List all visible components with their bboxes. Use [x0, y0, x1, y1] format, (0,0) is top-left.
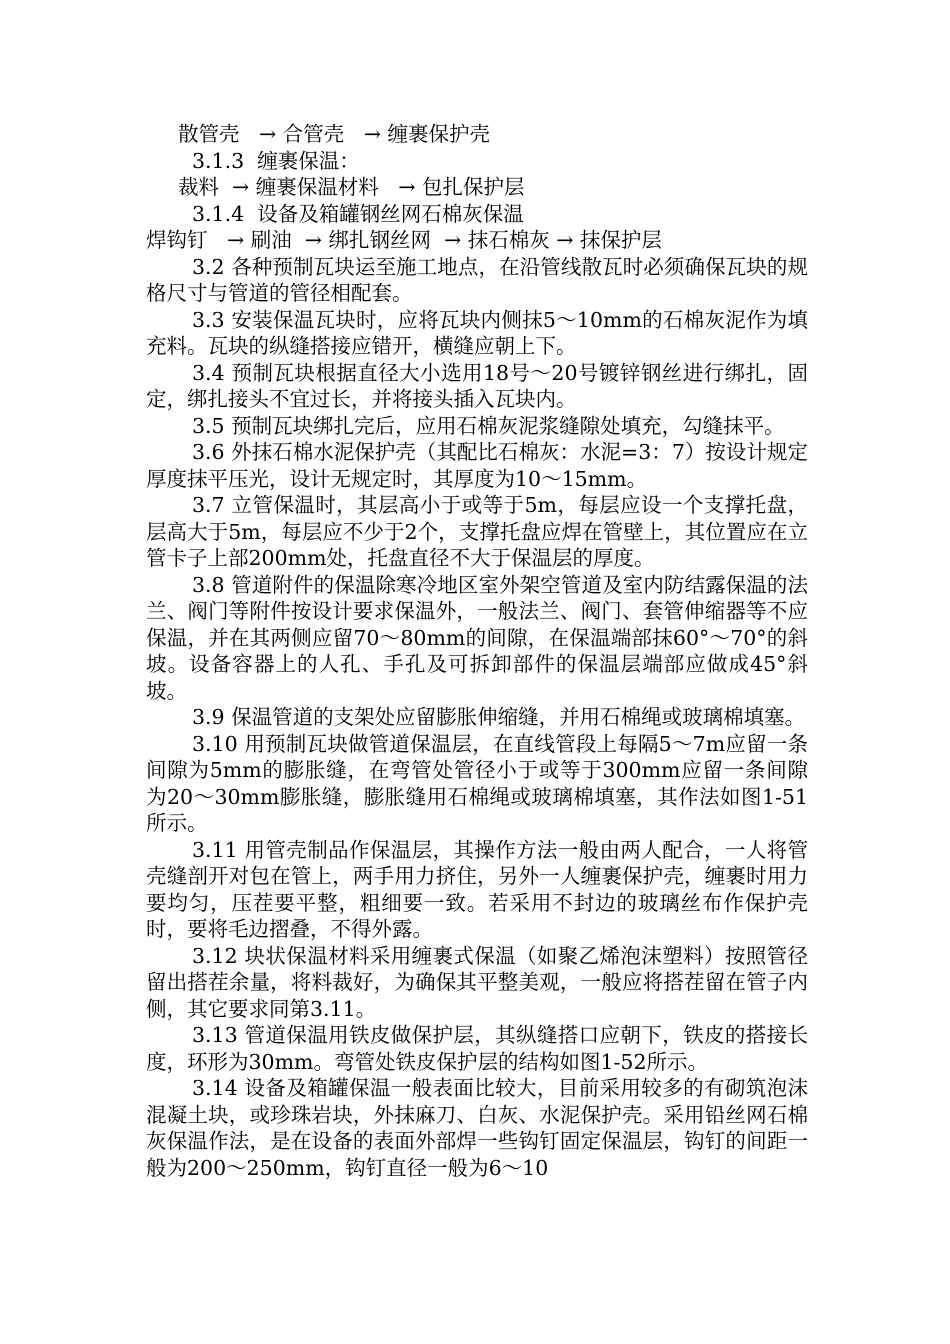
paragraph-3-4: 3.4 预制瓦块根据直径大小选用18号～20号镀锌钢丝进行绑扎，固定，绑扎接头不宜过长，并将接头插入瓦块内。	[146, 360, 808, 411]
paragraph-3-9: 3.9 保温管道的支架处应留膨胀伸缩缝，并用石棉绳或玻璃棉填塞。	[192, 705, 806, 729]
paragraph-3-7: 3.7 立管保温时，其层高小于或等于5m，每层应设一个支撑托盘，层高大于5m，每层应不少于2个，支撑托盘应焊在管壁上，其位置应在立管卡子上部200mm处，托盘直径不大于保温层的厚度。	[146, 493, 808, 570]
paragraph-3-6: 3.6 外抹石棉水泥保护壳（其配比石棉灰：水泥=3：7）按设计规定厚度抹平压光，设计无规定时，其厚度为10～15mm。	[146, 440, 808, 491]
paragraph-3-12: 3.12 块状保温材料采用缠裹式保温（如聚乙烯泡沫塑料）按照管径留出搭茬余量，将料裁好，为确保其平整美观，一般应将搭茬留在管子内侧，其它要求同第3.11。	[146, 943, 808, 1021]
section-heading: 3.1.3 缠裹保温：	[192, 148, 360, 173]
paragraph-3-3: 3.3 安装保温瓦块时，应将瓦块内侧抹5～10mm的石棉灰泥作为填充料。瓦块的纵缝搭接应错开，横缝应朝上下。	[146, 307, 808, 358]
paragraph-3-14: 3.14 设备及箱罐保温一般表面比较大，目前采用较多的有砌筑泡沫混凝土块，或珍珠岩块，外抹麻刀、白灰、水泥保护壳。采用铅丝网石棉灰保温作法，是在设备的表面外部焊一些钩钉固定保温层，钩钉的间距一般为200～250mm，钩钉直径一般为6～10	[146, 1076, 808, 1180]
paragraph-3-5: 3.5 预制瓦块绑扎完后，应用石棉灰泥浆缝隙处填充，勾缝抹平。	[192, 413, 785, 438]
section-heading: 3.1.4 设备及箱罐钢丝网石棉灰保温	[192, 201, 524, 226]
process-flow-line: 裁料 → 缠裹保温材料 → 包扎保护层	[178, 175, 525, 199]
paragraph-3-11: 3.11 用管壳制品作保温层，其操作方法一般由两人配合，一人将管壳缝剖开对包在管上，两手用力挤住，另外一人缠裹保护壳，缠裹时用力要均匀，压茬要平整，粗细要一致。若采用不封边的玻璃丝布作保护壳时，要将毛边摺叠，不得外露。	[146, 837, 808, 941]
document-body	[146, 121, 808, 1181]
process-flow-line: 焊钩钉 → 刷油 → 绑扎钢丝网 → 抹石棉灰 → 抹保护层	[146, 228, 662, 252]
paragraph-3-13: 3.13 管道保温用铁皮做保护层，其纵缝搭口应朝下，铁皮的搭接长度，环形为30mm。弯管处铁皮保护层的结构如图1-52所示。	[146, 1023, 808, 1074]
paragraph-3-10: 3.10 用预制瓦块做管道保温层，在直线管段上每隔5～7m应留一条间隙为5mm的膨胀缝，在弯管处管径小于或等于300mm应留一条间隙为20～30mm膨胀缝，膨胀缝用石棉绳或玻璃棉填塞，其作法如图1-51所示。	[146, 731, 808, 835]
paragraph-3-2: 3.2 各种预制瓦块运至施工地点，在沿管线散瓦时必须确保瓦块的规格尺寸与管道的管径相配套。	[146, 254, 808, 305]
process-flow-line: 散管壳 → 合管壳 → 缠裹保护壳	[178, 122, 490, 146]
paragraph-3-8: 3.8 管道附件的保温除寒冷地区室外架空管道及室内防结露保温的法兰、阀门等附件按设计要求保温外，一般法兰、阀门、套管伸缩器等不应保温，并在其两侧应留70～80mm的间隙，在保温端部抹60°～70°的斜坡。设备容器上的人孔、手孔及可拆卸部件的保温层端部应做成45°斜坡。	[146, 572, 808, 703]
